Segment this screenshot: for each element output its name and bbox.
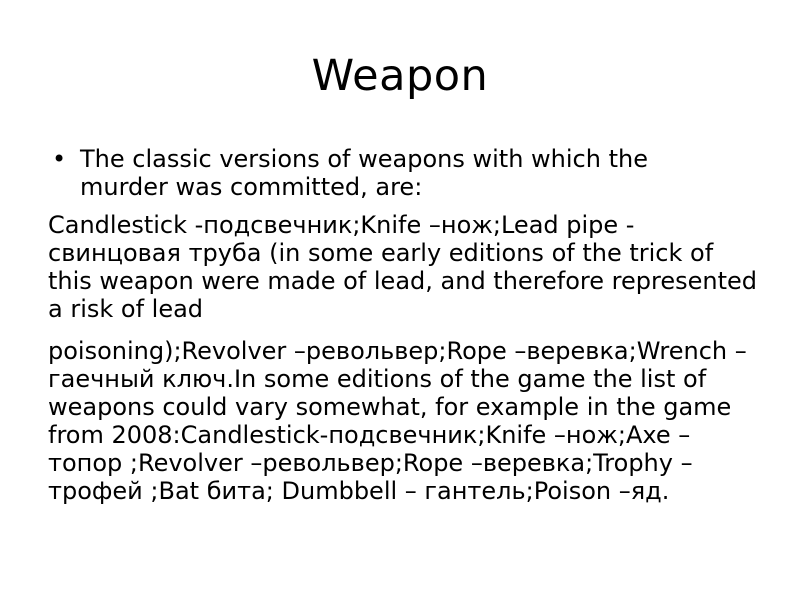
bullet-marker: •: [52, 145, 67, 173]
bullet-item: [52, 145, 712, 201]
body-paragraph-2: poisoning);Revolver –револьвер;Rope –веревка;Wrench –гаечный ключ.In some editions of the game the list of weapons could vary somewhat, for example in the game from 2008:Candlestick-подсвечник;Knife –нож;Axe –топор ;Revolver –револьвер;Rope –веревка;Trophy – трофей ;Bat бита; Dumbbell – гантель;Poison –яд.: [48, 337, 747, 505]
slide-title: Weapon: [311, 51, 489, 101]
body-paragraph-1: Candlestick -подсвечник;Knife –нож;Lead pipe - свинцовая труба (in some early editions of the trick of this weapon were made of lead, and therefore represented a risk of lead: [48, 211, 757, 323]
bullet-text: The classic versions of weapons with which the murder was committed, are:: [80, 145, 648, 201]
